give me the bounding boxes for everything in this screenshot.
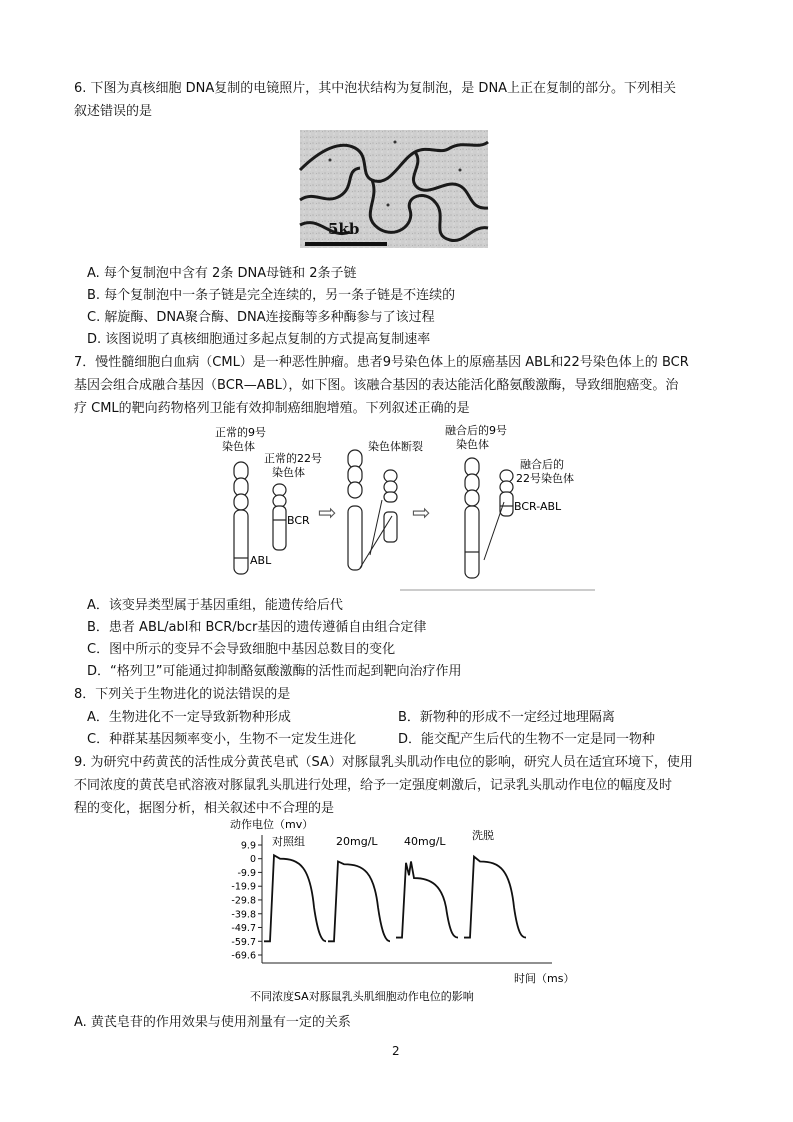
chromosome-9-broken xyxy=(348,450,362,570)
q6-option-a: A. 每个复制泡中含有 2条 DNA母链和 2条子链 xyxy=(87,266,357,281)
label-break: 染色体断裂 xyxy=(368,440,423,453)
fusion-arrow xyxy=(484,502,504,560)
chromosome-22-normal xyxy=(273,484,286,550)
y-tick-label: -39.8 xyxy=(231,909,256,921)
chart-ylabel: 动作电位（mv） xyxy=(230,818,314,831)
label-fused22-b: 22号染色体 xyxy=(516,472,574,485)
y-tick-label: -49.7 xyxy=(231,922,256,934)
chart-title: 不同浓度SA对豚鼠乳头肌细胞动作电位的影响 xyxy=(250,990,474,1003)
label-chr22-b: 染色体 xyxy=(272,466,305,479)
q7-option-b: B．患者 ABL/abl和 BCR/bcr基因的遗传遵循自由组合定律 xyxy=(87,620,427,635)
q7-option-c: C．图中所示的变异不会导致细胞中基因总数目的变化 xyxy=(87,642,396,657)
scale-bar xyxy=(305,242,387,246)
label-chr9-a: 正常的9号 xyxy=(215,426,266,439)
y-tick-label: -29.8 xyxy=(231,895,256,907)
q7-option-d: D．“格列卫”可能通过抑制酪氨酸激酶的活性而起到靶向治疗作用 xyxy=(87,664,462,679)
series-line xyxy=(264,855,326,941)
y-tick-label: -59.7 xyxy=(231,936,256,948)
series-label: 20mg/L xyxy=(336,835,378,848)
page-number: 2 xyxy=(392,1044,400,1058)
scale-label: 5kb xyxy=(328,220,360,238)
q8-option-d: D．能交配产生后代的生物不一定是同一物种 xyxy=(398,732,656,747)
arrow-step1-icon: ⇨ xyxy=(318,501,337,526)
q8-option-a: A．生物进化不一定导致新物种形成 xyxy=(87,710,291,725)
dna-replication-micrograph xyxy=(300,130,488,248)
label-fused9-a: 融合后的9号 xyxy=(445,424,507,437)
q7-stem-line3: 疗 CML的靶向药物格列卫能有效抑制癌细胞增殖。下列叙述正确的是 xyxy=(74,401,470,416)
gene-bcr: BCR xyxy=(287,514,310,527)
y-tick-label: -19.9 xyxy=(231,881,256,893)
action-potential-chart xyxy=(222,815,575,1005)
series-label: 40mg/L xyxy=(404,835,446,848)
q7-stem-line1: 7．慢性髓细胞白血病（CML）是一种恶性肿瘤。患者9号染色体上的原癌基因 ABL和22号染色体上的 BCR xyxy=(74,355,689,370)
q8-option-b: B．新物种的形成不一定经过地理隔离 xyxy=(398,710,615,725)
q6-option-c: C. 解旋酶、DNA聚合酶、DNA连接酶等多种酶参与了该过程 xyxy=(87,310,435,325)
q9-stem-line2: 不同浓度的黄芪皂甙溶液对豚鼠乳头肌进行处理，给予一定强度刺激后，记录乳头肌动作电位的幅度及时 xyxy=(74,778,673,793)
chromosome-9-fused xyxy=(465,458,479,578)
q6-stem-line1: 6. 下图为真核细胞 DNA复制的电镜照片，其中泡状结构为复制泡，是 DNA上正在复制的部分。下列相关 xyxy=(74,81,677,96)
label-chr9-b: 染色体 xyxy=(222,440,255,453)
series-line xyxy=(464,857,526,938)
y-tick-label: -69.6 xyxy=(231,950,256,962)
series-line xyxy=(328,861,390,941)
chromosome-22-broken xyxy=(384,470,397,542)
label-fused9-b: 染色体 xyxy=(456,438,489,451)
q8-stem: 8．下列关于生物进化的说法错误的是 xyxy=(74,687,291,702)
q6-option-d: D. 该图说明了真核细胞通过多起点复制的方式提高复制速率 xyxy=(87,332,431,347)
q9-stem-line3: 程的变化，据图分析，相关叙述中不合理的是 xyxy=(74,801,335,816)
q8-option-c: C．种群某基因频率变小，生物不一定发生进化 xyxy=(87,732,357,747)
chromosome-translocation-diagram xyxy=(200,420,595,592)
label-fused22-a: 融合后的 xyxy=(520,458,564,471)
q7-option-a: A．该变异类型属于基因重组，能遗传给后代 xyxy=(87,598,343,613)
q9-stem-line1: 9. 为研究中药黄芪的活性成分黄芪皂甙（SA）对豚鼠乳头肌动作电位的影响，研究人员在适宜环境下，使用 xyxy=(74,755,693,770)
y-tick-label: 0 xyxy=(249,854,256,866)
arrow-step2-icon: ⇨ xyxy=(412,501,431,526)
y-tick-label: -9.9 xyxy=(237,867,256,879)
chart-xlabel: 时间（ms） xyxy=(514,972,575,985)
exchange-arrow-1 xyxy=(370,500,382,555)
q7-stem-line2: 基因会组合成融合基因（BCR—ABL），如下图。该融合基因的表达能活化酪氨酸激酶，导致细胞癌变。治 xyxy=(74,378,679,393)
series-label: 对照组 xyxy=(272,835,305,848)
gene-bcr-abl: BCR-ABL xyxy=(514,500,562,513)
series-line xyxy=(396,861,458,937)
gene-abl: ABL xyxy=(250,554,272,567)
q6-stem-line2: 叙述错误的是 xyxy=(74,104,153,119)
label-chr22-a: 正常的22号 xyxy=(264,452,322,465)
chromosome-9-normal xyxy=(234,462,248,574)
series-label: 洗脱 xyxy=(472,829,494,842)
y-tick-label: 9.9 xyxy=(240,840,256,852)
q9-option-a: A. 黄芪皂苷的作用效果与使用剂量有一定的关系 xyxy=(74,1015,351,1030)
q6-option-b: B. 每个复制泡中一条子链是完全连续的，另一条子链是不连续的 xyxy=(87,288,456,303)
